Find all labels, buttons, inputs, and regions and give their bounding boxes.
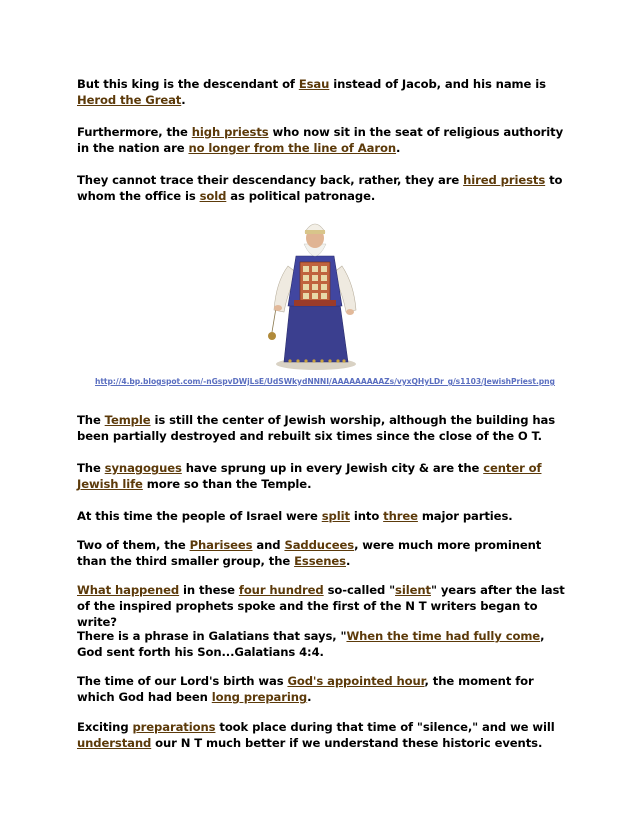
underlined-term: Sadducees <box>284 538 355 552</box>
underlined-term: Essenes <box>294 554 346 568</box>
underlined-term: Herod the Great <box>77 93 182 107</box>
paragraph-text: What happened in these four hundred so-called "silent" years after the last of the inspired prophets spoke and the first of the N T writers began to write? <box>77 583 565 629</box>
paragraph-text: The Temple is still the center of Jewish worship, although the building has been partially destroyed and rebuilt six times since the close of the O T. <box>77 413 556 443</box>
paragraph-4 <box>77 412 567 444</box>
paragraph-text: There is a phrase in Galatians that says, "When the time had fully come, God sent forth his Son...Galatians 4:4. <box>77 629 545 659</box>
underlined-term: What happened <box>77 583 180 597</box>
paragraph-text: At this time the people of Israel were split into three major parties. <box>77 509 513 523</box>
underlined-term: Temple <box>104 413 151 427</box>
underlined-term: Esau <box>298 77 330 91</box>
paragraph-5 <box>77 460 567 492</box>
paragraph-text: Furthermore, the high priests who now sit in the seat of religious authority in the nation are no longer from the line of Aaron. <box>77 125 564 155</box>
underlined-term: hired priests <box>463 173 546 187</box>
paragraph-11 <box>77 719 567 751</box>
paragraph-10 <box>77 673 567 705</box>
jewish-priest-illustration <box>258 212 370 372</box>
paragraph-text: They cannot trace their descendancy back, rather, they are hired priests to whom the office is sold as political patronage. <box>77 173 563 203</box>
underlined-term: preparations <box>132 720 216 734</box>
priest-picture <box>258 212 370 372</box>
underlined-term: center of Jewish life <box>77 461 542 491</box>
underlined-term: split <box>321 509 350 523</box>
underlined-term: no longer from the line of Aaron <box>188 141 397 155</box>
image-caption-link[interactable]: http://4.bp.blogspot.com/-nGspvDWjLsE/UdSWkydNNNI/AAAAAAAAAZs/vyxQHyLDr_g/s1103/JewishPriest.png <box>95 377 555 386</box>
paragraph-text: Two of them, the Pharisees and Sadducees, were much more prominent than the third smaller group, the Essenes. <box>77 538 542 568</box>
paragraph-1 <box>77 76 567 108</box>
underlined-term: When the time had fully come <box>346 629 541 643</box>
underlined-term: understand <box>77 736 152 750</box>
paragraph-text: Exciting preparations took place during that time of "silence," and we will understand our N T much better if we understand these historic events. <box>77 720 555 750</box>
paragraph-9 <box>77 628 567 660</box>
paragraph-text: But this king is the descendant of Esau instead of Jacob, and his name is Herod the Great. <box>77 77 546 107</box>
underlined-term: Pharisees <box>189 538 253 552</box>
paragraph-text: The time of our Lord's birth was God's appointed hour, the moment for which God had been long preparing. <box>77 674 534 704</box>
underlined-term: four hundred <box>238 583 324 597</box>
paragraph-2 <box>77 124 567 156</box>
paragraph-7 <box>77 537 567 569</box>
underlined-term: long preparing <box>211 690 308 704</box>
paragraph-3 <box>77 172 567 204</box>
paragraph-6 <box>77 508 567 524</box>
underlined-term: three <box>383 509 418 523</box>
underlined-term: silent <box>395 583 431 597</box>
paragraph-text: The synagogues have sprung up in every Jewish city & are the center of Jewish life more so than the Temple. <box>77 461 542 491</box>
underlined-term: high priests <box>191 125 269 139</box>
underlined-term: synagogues <box>104 461 182 475</box>
underlined-term: sold <box>199 189 227 203</box>
underlined-term: God's appointed hour <box>287 674 425 688</box>
paragraph-8 <box>77 582 567 630</box>
